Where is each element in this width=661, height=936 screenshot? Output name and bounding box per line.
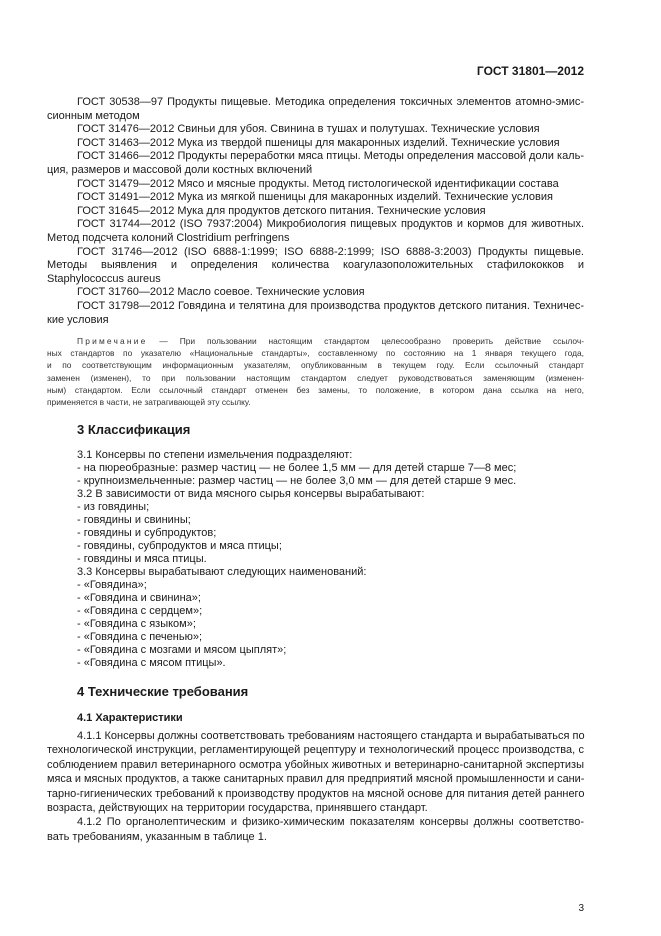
reference-line: ция, размеров и массовой доли костных включений [47,163,313,176]
section-4-heading: 4 Технические требования [77,684,249,699]
list-item: - «Говядина с печенью»; [77,631,203,643]
page-number: 3 [578,903,584,914]
list-item: - «Говядина и свинина»; [77,592,201,604]
reference-line: ГОСТ 31746—2012 (ISO 6888-1:1999; ISO 6888-2:1999; ISO 6888-3:2003) Продукты пищевые. [77,245,584,258]
paragraph-line: мяса и мясных продуктов, а также санитарных правил для предприятий мясной промышленности и сани- [47,773,585,786]
reference-line: ГОСТ 31645—2012 Мука для продуктов детского питания. Технические условия [77,204,486,217]
note-line: ных стандартов по указателю «Национальные стандарты», составленному по состоянию на 1 января текущего года, [47,348,584,359]
subsection-4-1-heading: 4.1 Характеристики [77,712,183,724]
list-item: - говядины и свинины; [77,514,191,526]
paragraph-line: вать требованиям, указанным в таблице 1. [47,830,267,843]
reference-line: ГОСТ 30538—97 Продукты пищевые. Методика определения токсичных элементов атомно-эмис- [77,96,584,108]
note [47,335,584,408]
reference-line: ГОСТ 31798—2012 Говядина и телятина для производства продуктов детского питания. Техничес- [77,299,584,312]
paragraph-line: 4.1.2 По органолептическим и физико-химическим показателям консервы должны соответство- [77,816,584,829]
note-line: и по соответствующим информационным указателям, опубликованным в текущем году. Если ссылочный стандарт [47,360,584,371]
list-item: - «Говядина с сердцем»; [77,605,203,617]
list-item: - «Говядина с языком»; [77,618,196,630]
list-item: - говядины и субпродуктов; [77,527,217,539]
note-line: заменен (изменен), то при пользовании настоящим стандартом следует руководствоваться заменяющим (изменен- [47,372,584,383]
list-item: - крупноизмельченные: размер частиц — не более 3,0 мм — для детей старше 9 мес. [77,475,517,487]
list-item: - из говядины; [77,501,150,513]
reference-line: ГОСТ 31491—2012 Мука из мягкой пшеницы для макаронных изделий. Технические условия [77,191,553,204]
paragraph-line: возраста, действующих на территории государства, принявшего стандарт. [47,802,428,815]
reference-line: Методы выявления и определения количества коагулазоположительных стафилококков и [47,259,584,272]
section-3-body [47,449,584,670]
reference-line: ГОСТ 31744—2012 (ISO 7937:2004) Микробиология пищевых продуктов и кормов для животных. [77,218,584,231]
note-text: — При пользовании настоящим стандартом целесообразно проверить действие ссылоч- [159,336,585,346]
clause-line: 3.2 В зависимости от вида мясного сырья консервы вырабатывают: [77,488,425,500]
reference-line: Метод подсчета колоний Clostridium perfringens [47,231,290,244]
reference-line: ГОСТ 31476—2012 Свиньи для убоя. Свинина в тушах и полутушах. Технические условия [77,123,540,136]
list-item: - «Говядина с мозгами и мясом цыплят»; [77,644,287,656]
list-item: - на пюреобразные: размер частиц — не более 1,5 мм — для детей старше 7—8 мес; [77,462,517,474]
reference-line: ГОСТ 31466—2012 Продукты переработки мяса птицы. Методы определения массовой доли каль- [77,150,584,163]
paragraph-line: тарно-гигиенических требований к производству продуктов на мясной основе для питания детей раннего [47,787,585,800]
paragraph-line: соблюдением правил ветеринарного осмотра убойных животных и ветеринарно-санитарной экспертизы [47,758,584,771]
section-4-body [47,729,584,844]
note-line: применяется в части, не затрагивающей эту ссылку. [47,397,251,408]
note-line [47,335,584,347]
paragraph-line: технологической инструкции, регламентирующей рецептуру и технологический процесс производства, с [47,744,584,757]
list-item: - говядины и мяса птицы. [77,553,207,565]
list-item: - «Говядина»; [77,579,147,591]
note-label: Примечание [77,336,148,346]
clause-line: 3.3 Консервы вырабатывают следующих наименований: [77,566,367,578]
reference-line: ГОСТ 31479—2012 Мясо и мясные продукты. Метод гистологической идентификации состава [77,177,559,190]
note-line: ным) стандартом. Если ссылочный стандарт отменен без замены, то положение, в котором дана ссылка на него, [47,384,584,395]
document-number-header: ГОСТ 31801—2012 [476,64,584,78]
section-3-heading: 3 Классификация [77,422,191,437]
list-item: - «Говядина с мясом птицы». [77,657,226,669]
normative-references [47,96,584,327]
reference-line: Staphylococcus aureus [47,272,161,285]
list-item: - говядины, субпродуктов и мяса птицы; [77,540,282,552]
reference-line: ГОСТ 31463—2012 Мука из твердой пшеницы для макаронных изделий. Технические условия [77,136,560,149]
reference-line: сионным методом [47,109,140,122]
clause-line: 3.1 Консервы по степени измельчения подразделяют: [77,449,353,461]
reference-line: кие условия [47,313,109,326]
reference-line: ГОСТ 31760—2012 Масло соевое. Технические условия [77,286,365,299]
paragraph-line: 4.1.1 Консервы должны соответствовать требованиям настоящего стандарта и вырабатываться по [77,730,585,742]
